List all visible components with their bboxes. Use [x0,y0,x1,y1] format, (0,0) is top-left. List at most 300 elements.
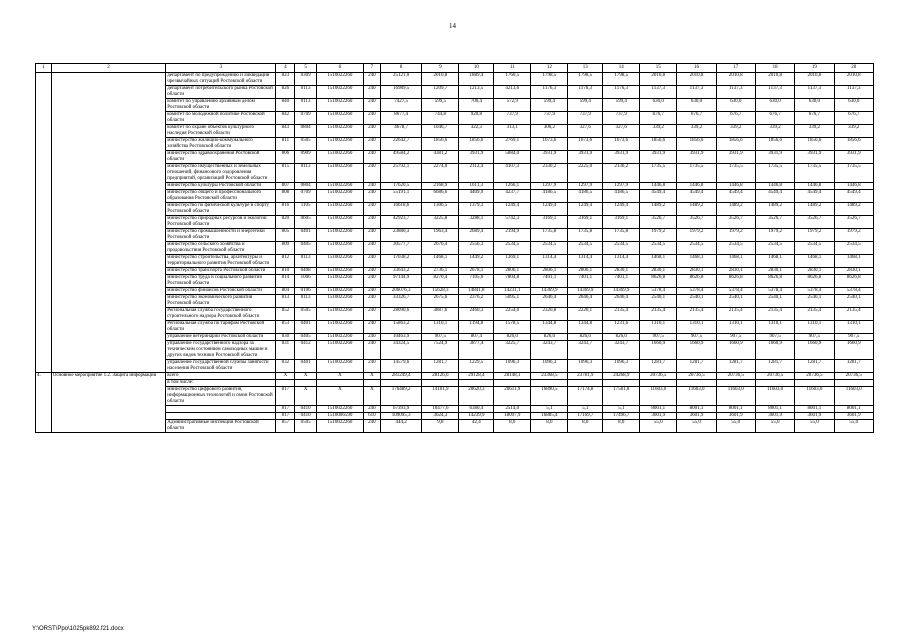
value-cell: 1510022260 [316,268,363,275]
value-cell [363,380,380,387]
value-cell: 3526,7 [795,216,834,229]
executor-name: Административные инспекции Ростовской области [166,420,276,433]
value-cell: 1006 [295,275,316,288]
value-cell: 737,9 [494,112,531,125]
value-cell: 2376,2 [459,295,494,308]
value-cell: 327,6 [568,125,603,138]
table-row [36,73,874,86]
value-cell: 240 [363,288,380,295]
value-cell: 1660,9 [755,341,794,360]
event-cell [51,288,166,295]
value-cell: 1446,8 [834,183,873,190]
value-cell: 1963,4 [422,229,459,242]
value-cell: 744,8 [422,112,459,125]
value-cell: 8001,1 [834,406,873,413]
page-number: 14 [449,22,456,30]
value-cell: 3601,9 [716,413,755,420]
value-cell: 676,7 [755,112,794,125]
value-cell: 16890,5 [531,387,568,406]
column-number: 7 [363,64,380,73]
value-cell: 1297,9 [568,183,603,190]
value-cell: 2830,1 [716,268,755,275]
executor-name: министерство промышленности и энергетики Ростовской области [166,229,276,242]
event-cell [51,86,166,99]
table-row [36,360,874,373]
value-cell: 1510022260 [316,321,363,334]
value-cell: 907,5 [640,334,677,341]
value-cell: 804 [276,288,295,295]
row-num-cell [36,334,52,341]
value-cell: 25792,1 [380,164,422,183]
value-cell: 1314,4 [568,255,603,268]
value-cell: 339,2 [755,125,794,138]
value-cell: 240 [363,406,380,413]
value-cell: 3931,9 [834,151,873,164]
value-cell: 1510022260 [316,341,363,360]
value-cell: 1510022260 [316,295,363,308]
value-cell: 322,3 [459,125,494,138]
row-num-cell [36,275,52,288]
value-cell: 0505 [295,138,316,151]
value-cell: 17620,5 [380,183,422,190]
value-cell: 4678,7 [380,125,422,138]
value-cell: 1137,3 [716,86,755,99]
value-cell: 1137,3 [795,86,834,99]
value-cell: 28148,1 [494,373,531,380]
value-cell: 843 [276,125,295,138]
value-cell: 240 [363,229,380,242]
table-row [36,308,874,321]
value-cell: 676,7 [834,112,873,125]
value-cell: 14101,9 [422,387,459,406]
value-cell: 1344,8 [568,321,603,334]
value-cell: 9,8 [422,420,459,433]
value-cell: 840 [276,99,295,112]
value-cell: 1468,1 [755,255,794,268]
value-cell: 1468,1 [834,255,873,268]
value-cell: 2330,2 [531,164,568,183]
table-row [36,216,874,229]
value-cell: 2806,1 [531,268,568,275]
value-cell: 1468,1 [640,255,677,268]
value-cell: 2646,4 [568,295,603,308]
value-cell: 4381,2 [422,151,459,164]
value-cell: 3169,1 [531,216,568,229]
value-cell: 10463,9 [380,334,422,341]
row-num-cell [36,268,52,275]
table-row [36,229,874,242]
value-cell: 4213,6 [494,86,531,99]
value-cell: 1856,6 [422,138,459,151]
value-cell: 55191,1 [380,190,422,203]
value-cell: 20736,5 [716,373,755,380]
value-cell: 737,9 [531,112,568,125]
table-row [36,99,874,112]
value-cell: 1510022260 [316,420,363,433]
value-cell: 6686,6 [422,190,459,203]
value-cell: 2830,1 [755,268,794,275]
value-cell: 240 [363,125,380,138]
value-cell: 1611,3 [459,183,494,190]
budget-table [35,63,874,433]
value-cell: 1510022260 [316,406,363,413]
executor-name: министерство строительства, архитектуры и территориального развития Ростовской области [166,255,276,268]
executor-name: управление государственного надзора за техническим состоянием самоходных машин и других видов техники Ростовской области [166,341,276,360]
value-cell: 2225,0 [568,164,603,183]
executor-name: всего [166,373,276,380]
value-cell: 920,8 [459,112,494,125]
value-cell: 14369,9 [603,288,640,295]
executor-name: комитет по управлению архивным делом Ростовской области [166,99,276,112]
value-cell: 0709 [295,190,316,203]
value-cell: 240 [363,216,380,229]
value-cell: 4186,5 [603,190,640,203]
value-cell: 0410 [295,413,316,420]
value-cell: 4549,4 [795,190,834,203]
event-cell [51,255,166,268]
value-cell: 30577,7 [380,242,422,255]
value-cell: 1096,3 [531,360,568,373]
value-cell: 67393,9 [380,406,422,413]
value-cell: 11603,0 [677,387,716,406]
table-row [36,334,874,341]
value-cell: 2135,4 [716,308,755,321]
value-cell: 5,1 [568,406,603,413]
value-cell: 55,0 [755,420,794,433]
table-row [36,255,874,268]
value-cell: 240 [363,321,380,334]
value-cell: 1310,1 [422,321,459,334]
value-cell [276,380,295,387]
value-cell: 17169,7 [568,413,603,420]
value-cell: 1673,6 [603,138,640,151]
executor-name: департамент потребительского рынка Ростовской области [166,86,276,99]
value-cell: 1281,7 [677,360,716,373]
value-cell: 1446,8 [640,183,677,190]
value-cell: 17581,8 [603,387,640,406]
value-cell: 1281,7 [795,360,834,373]
value-cell: 2646,4 [531,295,568,308]
value-cell: 832 [276,360,295,373]
value-cell: 1510022260 [316,190,363,203]
value-cell: 2514,0 [494,406,531,413]
row-num-cell [36,216,52,229]
row-num-cell [36,183,52,190]
value-cell: 807,4 [459,334,494,341]
value-cell [422,380,459,387]
value-cell: 10477,6 [422,406,459,413]
event-cell [51,99,166,112]
value-cell: 8001,1 [677,406,716,413]
value-cell: 327,6 [603,125,640,138]
value-cell: 5378,4 [755,288,794,295]
executor-name: министерство финансов Ростовской области [166,288,276,295]
value-cell: 1449,2 [459,255,494,268]
value-cell: 0909 [295,151,316,164]
value-cell: 0113 [295,255,316,268]
column-number: 13 [568,64,603,73]
value-cell: 16885,4 [531,413,568,420]
value-cell: 2540,1 [677,295,716,308]
value-cell: 2675,6 [422,295,459,308]
executor-name: управление государственной службы занятости населения Ростовской области [166,360,276,373]
value-cell [494,380,531,387]
value-cell [459,380,494,387]
value-cell: 817 [276,413,295,420]
value-cell: 2135,4 [677,308,716,321]
value-cell: 6380,4 [459,406,494,413]
value-cell: 2220,1 [568,308,603,321]
row-num-cell [36,125,52,138]
value-cell: 339,2 [716,125,755,138]
row-num-cell [36,112,52,125]
value-cell: 1510022260 [316,216,363,229]
row-num-cell [36,203,52,216]
value-cell: 610 [363,413,380,420]
column-number: 12 [531,64,568,73]
value-cell: 2010,8 [640,73,677,86]
value-cell: 0804 [295,183,316,190]
value-cell: 55,0 [834,420,873,433]
value-cell: 599,5 [422,99,459,112]
value-cell: 24268,9 [603,373,640,380]
event-cell [51,334,166,341]
value-cell: 240 [363,151,380,164]
value-cell: 907,5 [834,334,873,341]
value-cell: 5,1 [603,406,640,413]
value-cell: 2540,1 [834,295,873,308]
row-num-cell [36,321,52,334]
value-cell: 1510022260 [316,242,363,255]
value-cell: 4186,5 [568,190,603,203]
value-cell: 8626,8 [640,275,677,288]
value-cell: 3169,1 [568,216,603,229]
table-row [36,268,874,275]
value-cell: 240 [363,86,380,99]
value-cell: 599,4 [531,99,568,112]
value-cell: 1249,4 [568,203,603,216]
column-number: 8 [380,64,422,73]
value-cell: 1281,7 [640,360,677,373]
value-cell: 826,0 [494,334,531,341]
column-number: 2 [51,64,166,73]
executor-name: комитет по охране объектов культурного наследия Ростовской области [166,125,276,138]
value-cell: 2534,5 [795,242,834,255]
value-cell: 1510022260 [316,183,363,190]
table-row [36,203,874,216]
value-cell: 1314,4 [603,255,640,268]
value-cell: 240 [363,99,380,112]
value-cell: 11603,0 [716,387,755,406]
value-cell: 2830,1 [834,268,873,275]
value-cell: 3931,9 [531,151,568,164]
value-cell: 2646,4 [603,295,640,308]
value-cell: 34324,5 [380,341,422,360]
value-cell: 33643,2 [380,268,422,275]
value-cell: 1310,1 [716,321,755,334]
table-row [36,112,874,125]
value-cell: 20620,3 [459,387,494,406]
value-cell: 0401 [295,360,316,373]
value-cell: 8626,8 [795,275,834,288]
event-cell [51,341,166,360]
value-cell: 1229,5 [459,360,494,373]
value-cell: 5378,4 [795,288,834,295]
value-cell [531,380,568,387]
value-cell: 1798,5 [568,73,603,86]
value-cell: 0113 [295,295,316,308]
value-cell: 0605 [295,216,316,229]
value-cell: 20736,5 [677,373,716,380]
value-cell: 14841,8 [459,288,494,295]
value-cell: 240 [363,420,380,433]
table-row [36,164,874,183]
value-cell: 42923,7 [380,216,422,229]
value-cell: 2135,4 [834,308,873,321]
value-cell: 737,9 [568,112,603,125]
value-cell: 842 [276,112,295,125]
value-cell: 240 [363,112,380,125]
value-cell: 907,5 [422,334,459,341]
value-cell: 1660,9 [795,341,834,360]
value-cell: 2689,4 [459,229,494,242]
executor-name: министерство транспорта Ростовской области [166,268,276,275]
value-cell: 805 [276,229,295,242]
value-cell: 830 [276,334,295,341]
value-cell: 811 [276,138,295,151]
value-cell: 1735,8 [603,229,640,242]
executor-name: министерство культуры Ростовской области [166,183,276,190]
value-cell: 240 [363,242,380,255]
value-cell: 700,4 [459,99,494,112]
value-cell: 1510022260 [316,255,363,268]
value-cell: 1176,3 [603,86,640,99]
value-cell: 28126,6 [422,373,459,380]
row-num-cell [36,151,52,164]
value-cell: 807 [276,183,295,190]
value-cell: 55,0 [795,420,834,433]
value-cell: 8270,4 [422,275,459,288]
event-cell [51,112,166,125]
value-cell: 2534,5 [755,242,794,255]
row-num-cell [36,99,52,112]
value-cell: 1510022260 [316,334,363,341]
value-cell: 240 [363,268,380,275]
value-cell: 8626,8 [834,275,873,288]
table-row [36,275,874,288]
value-cell: 2678,1 [459,268,494,275]
value-cell: 815 [276,164,295,183]
table-row [36,151,874,164]
value-cell: 1468,1 [677,255,716,268]
value-cell: 831 [276,341,295,360]
value-cell: 17174,8 [568,387,603,406]
value-cell: 1979,2 [834,229,873,242]
value-cell: 42,4 [459,420,494,433]
executor-name: министерство сельского хозяйства и продовольствия Ростовской области [166,242,276,255]
value-cell: 1578,5 [494,321,531,334]
value-cell: 20736,5 [640,373,677,380]
value-cell: 14239,9 [459,413,494,420]
value-cell: 3601,9 [677,413,716,420]
value-cell: 2135,4 [603,308,640,321]
value-cell: 240 [363,341,380,360]
value-cell: 29128,4 [459,373,494,380]
column-number: 10 [459,64,494,73]
value-cell: 1735,8 [531,229,568,242]
value-cell: 1194,8 [459,321,494,334]
value-cell: 817 [276,406,295,413]
value-cell: 0401 [295,321,316,334]
column-number: 5 [295,64,316,73]
value-cell: 5378,4 [640,288,677,295]
value-cell: 4549,4 [640,190,677,203]
value-cell: 1489,2 [795,203,834,216]
value-cell: 4186,5 [531,190,568,203]
value-cell: 2830,1 [640,268,677,275]
value-cell: 8001,1 [716,406,755,413]
column-number: 4 [276,64,295,73]
value-cell: 1510022260 [316,125,363,138]
value-cell: 2194,9 [494,229,531,242]
value-cell: 1979,2 [716,229,755,242]
value-cell: 0113 [295,164,316,183]
value-cell: 813 [276,295,295,308]
value-cell: 1281,7 [755,360,794,373]
value-cell: 2320,8 [531,308,568,321]
value-cell: 28090,6 [380,308,422,321]
value-cell: 240 [363,334,380,341]
value-cell: 907,5 [795,334,834,341]
value-cell [677,380,716,387]
value-cell: 1735,5 [677,164,716,183]
value-cell: 1735,5 [755,164,794,183]
value-cell: 14369,9 [568,288,603,295]
value-cell: 0401 [295,229,316,242]
value-cell: 1379,3 [459,203,494,216]
column-number: 9 [422,64,459,73]
value-cell: 8001,1 [795,406,834,413]
table-row [36,288,874,295]
value-cell: 3526,7 [716,216,755,229]
value-cell: 2830,1 [603,268,640,275]
value-cell: 2830,1 [795,268,834,275]
value-cell: 857 [276,420,295,433]
value-cell: 1310,1 [755,321,794,334]
table-row [36,138,874,151]
value-cell: 339,2 [795,125,834,138]
row-num-cell [36,295,52,308]
table-row [36,125,874,138]
value-cell: 3931,9 [677,151,716,164]
executor-name: управление ветеринарии Ростовской области [166,334,276,341]
row-num-cell [36,255,52,268]
value-cell: 630,0 [755,99,794,112]
column-number: 11 [494,64,531,73]
value-cell: 2769,1 [494,138,531,151]
value-cell: 1856,6 [677,138,716,151]
value-cell: 1046,7 [422,125,459,138]
value-cell: 1510022260 [316,164,363,183]
value-cell: 23880,3 [380,229,422,242]
column-number: 20 [834,64,873,73]
value-cell: 1209,7 [422,86,459,99]
value-cell: 3225,8 [422,216,459,229]
value-cell: 240 [363,275,380,288]
value-cell: 2130,2 [603,164,640,183]
event-cell [51,73,166,86]
value-cell: 826,0 [603,334,640,341]
